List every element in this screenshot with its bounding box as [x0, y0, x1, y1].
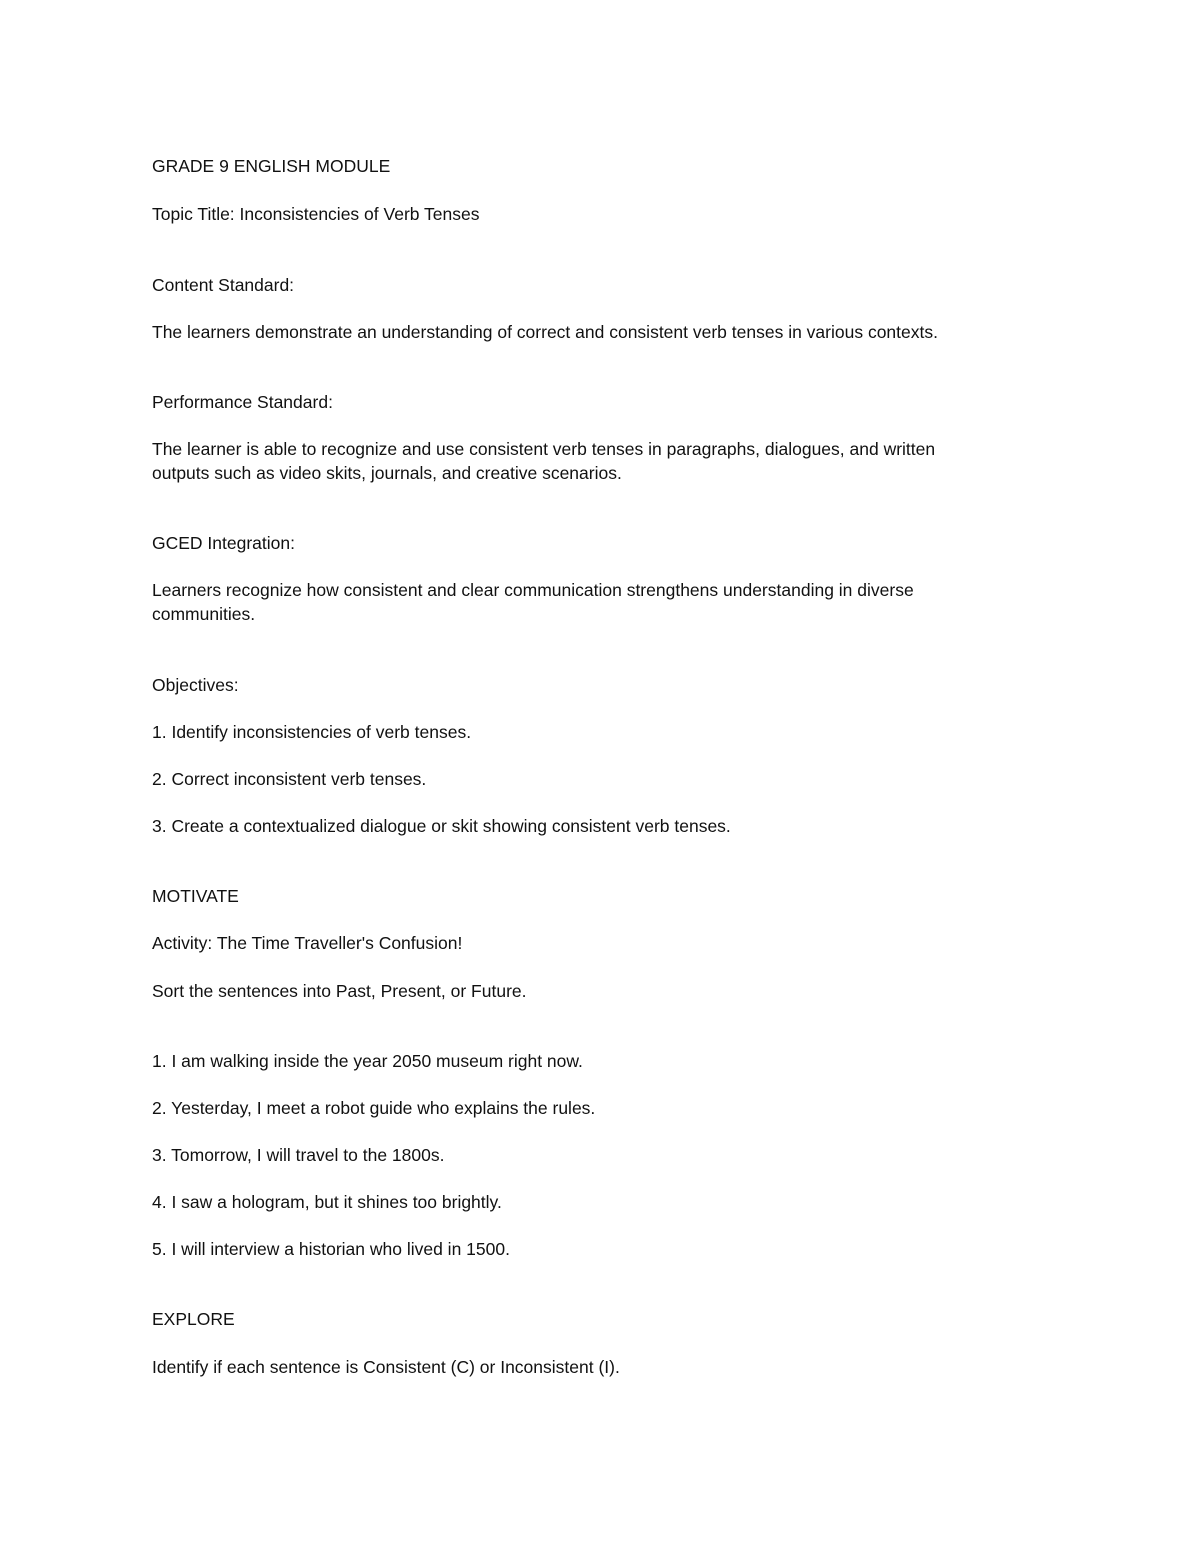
motivate-item: 5. I will interview a historian who lived in 1500. — [152, 1239, 510, 1259]
objectives-heading: Objectives: — [152, 675, 239, 695]
objective-item: 1. Identify inconsistencies of verb tenses. — [152, 722, 472, 742]
gced-line-1: Learners recognize how consistent and clear communication strengthens understanding in diverse — [152, 580, 914, 600]
performance-standard-line-2: outputs such as video skits, journals, and creative scenarios. — [152, 463, 622, 483]
content-standard-heading: Content Standard: — [152, 275, 295, 295]
motivate-item: 1. I am walking inside the year 2050 museum right now. — [152, 1051, 583, 1071]
motivate-instruction: Sort the sentences into Past, Present, or Future. — [152, 981, 527, 1001]
motivate-heading: MOTIVATE — [152, 886, 239, 906]
objective-item: 3. Create a contextualized dialogue or skit showing consistent verb tenses. — [152, 816, 731, 836]
topic-title: Topic Title: Inconsistencies of Verb Tenses — [152, 204, 480, 224]
performance-standard-heading: Performance Standard: — [152, 392, 333, 412]
gced-line-2: communities. — [152, 604, 256, 624]
document-title: GRADE 9 ENGLISH MODULE — [152, 156, 391, 176]
performance-standard-line-1: The learner is able to recognize and use consistent verb tenses in paragraphs, dialogues, and written — [152, 439, 936, 459]
content-standard-text: The learners demonstrate an understanding of correct and consistent verb tenses in various contexts. — [152, 322, 938, 342]
explore-heading: EXPLORE — [152, 1309, 235, 1329]
motivate-item: 3. Tomorrow, I will travel to the 1800s. — [152, 1145, 445, 1165]
motivate-item: 2. Yesterday, I meet a robot guide who explains the rules. — [152, 1098, 596, 1118]
motivate-item: 4. I saw a hologram, but it shines too brightly. — [152, 1192, 502, 1212]
explore-instruction: Identify if each sentence is Consistent (C) or Inconsistent (I). — [152, 1357, 620, 1377]
motivate-activity: Activity: The Time Traveller's Confusion! — [152, 933, 463, 953]
objective-item: 2. Correct inconsistent verb tenses. — [152, 769, 427, 789]
gced-heading: GCED Integration: — [152, 533, 295, 553]
